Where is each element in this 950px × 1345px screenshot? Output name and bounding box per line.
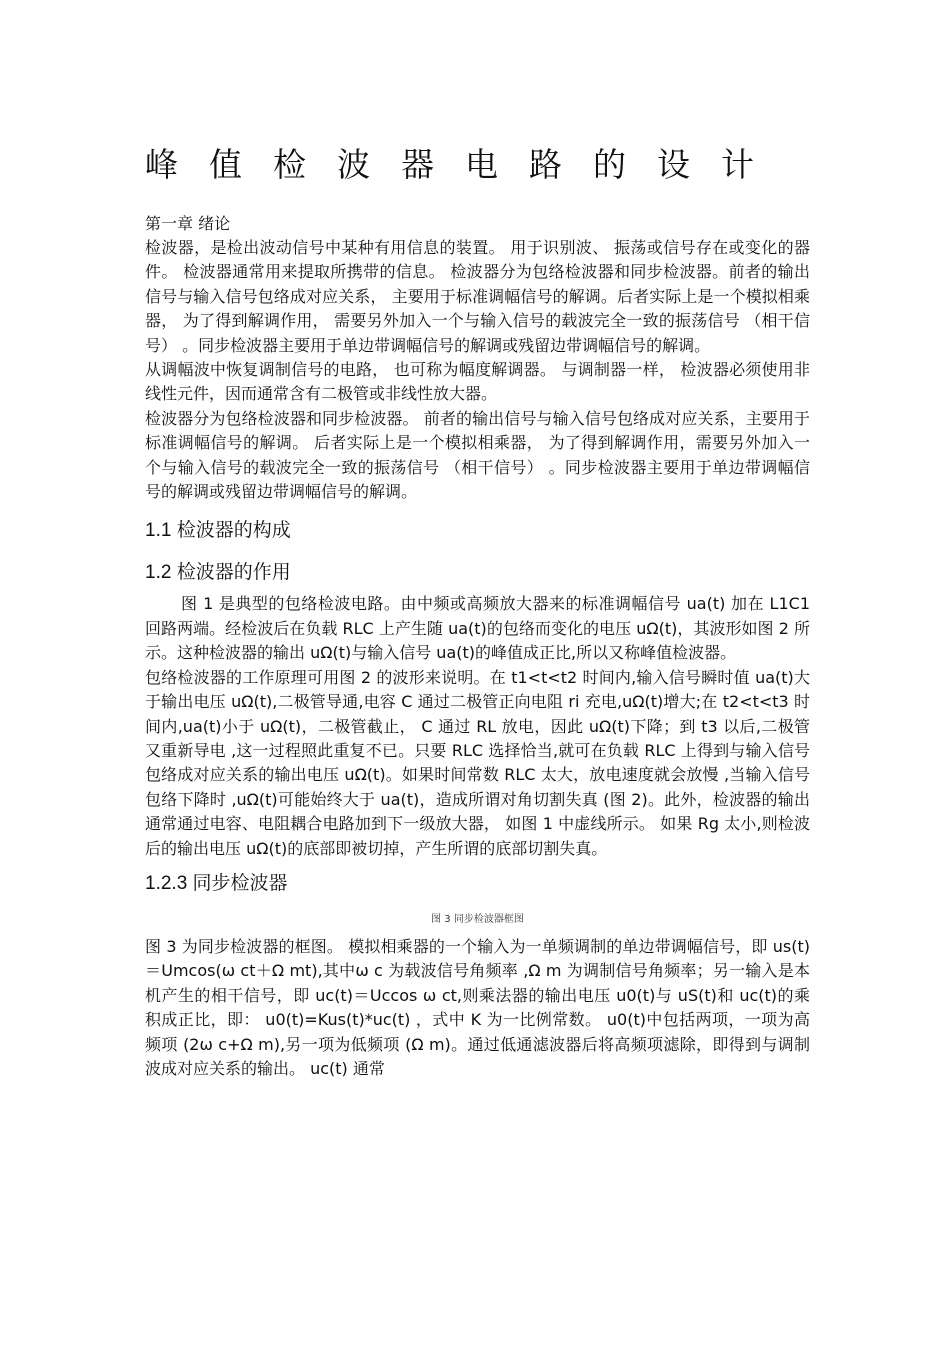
section-heading-1-2-3: 1.2.3 同步检波器 — [145, 872, 288, 894]
intro-paragraph-1: 检波器，是检出波动信号中某种有用信息的装置。 用于识别波、 振荡或信号存在或变化的器件。 检波器通常用来提取所携带的信息。 检波器分为包络检波器和同步检波器。前者的输出信号与输入信号包络成对应关系， 主要用于标准调幅信号的解调。后者实际上是一个模拟相乘器， 为了得到解调作用， 需要另外加入一个与输入信号的载波完全一致的振荡信号 （相干信号） 。同步检波器主要用于单边带调幅信号的解调或残留边带调幅信号的解调。 — [145, 238, 810, 355]
section-1-2-paragraph-2: 包络检波器的工作原理可用图 2 的波形来说明。在 t1<t<t2 时间内,输入信号瞬时值 ua(t)大于输出电压 uΩ(t),二极管导通,电容 C 通过二极管正向电阻 ri 充电,uΩ(t)增大;在 t2<t<t3 时间内,ua(t)小于 uΩ(t)，二极管截止， C 通过 RL 放电，因此 uΩ(t)下降；到 t3 以后,二极管又重新导电 ,这一过程照此重复不已。只要 RLC 选择恰当,就可在负载 RLC 上得到与输入信号包络成对应关系的输出电压 uΩ(t)。如果时间常数 RLC 太大，放电速度就会放慢 ,当输入信号包络下降时 ,uΩ(t)可能始终大于 ua(t)，造成所谓对角切割失真 (图 2)。此外，检波器的输出通常通过电容、电阻耦合电路加到下一级放大器， 如图 1 中虚线所示。 如果 Rg 太小,则检波后的输出电压 uΩ(t)的底部即被切掉，产生所谓的底部切割失真。 — [145, 667, 810, 858]
document-title: 峰值检波器电路的设计 — [145, 145, 785, 184]
document-body — [145, 212, 810, 1081]
figure-3-caption: 图 3 同步检波器框图 — [431, 913, 524, 925]
intro-paragraph-2: 从调幅波中恢复调制信号的电路， 也可称为幅度解调器。 与调制器一样， 检波器必须使用非线性元件，因而通常含有二极管或非线性放大器。 — [145, 360, 810, 404]
section-heading-1-2: 1.2 检波器的作用 — [145, 562, 291, 584]
intro-paragraph-3: 检波器分为包络检波器和同步检波器。 前者的输出信号与输入信号包络成对应关系，主要用于标准调幅信号的解调。 后者实际上是一个模拟相乘器， 为了得到解调作用，需要另外加入一个与输入信号的载波完全一致的振荡信号 （相干信号） 。同步检波器主要用于单边带调幅信号的解调或残留边带调幅信号的解调。 — [145, 408, 810, 502]
section-1-2-paragraph-1: 图 1 是典型的包络检波电路。由中频或高频放大器来的标准调幅信号 ua(t) 加在 L1C1 回路两端。经检波后在负载 RLC 上产生随 ua(t)的包络而变化的电压 uΩ(t)，其波形如图 2 所示。这种检波器的输出 uΩ(t)与输入信号 ua(t)的峰值成正比,所以又称峰值检波器。 — [145, 594, 810, 663]
section-1-2-3-paragraph: 图 3 为同步检波器的框图。 模拟相乘器的一个输入为一单频调制的单边带调幅信号，即 us(t)＝Umcos(ω ct＋Ω mt),其中ω c 为载波信号角频率 ,Ω m 为调制信号角频率；另一输入是本机产生的相干信号，即 uc(t)＝Uccos ω ct,则乘法器的输出电压 u0(t)与 uS(t)和 uc(t)的乘积成正比，即： u0(t)=Kus(t)*uc(t) ，式中 K 为一比例常数。 u0(t)中包括两项，一项为高频项 (2ω c+Ω m),另一项为低频项 (Ω m)。通过低通滤波器后将高频项滤除，即得到与调制波成对应关系的输出。 uc(t) 通常 — [145, 936, 810, 1078]
section-heading-1-1: 1.1 检波器的构成 — [145, 520, 291, 542]
chapter-heading: 第一章 绪论 — [145, 214, 231, 233]
